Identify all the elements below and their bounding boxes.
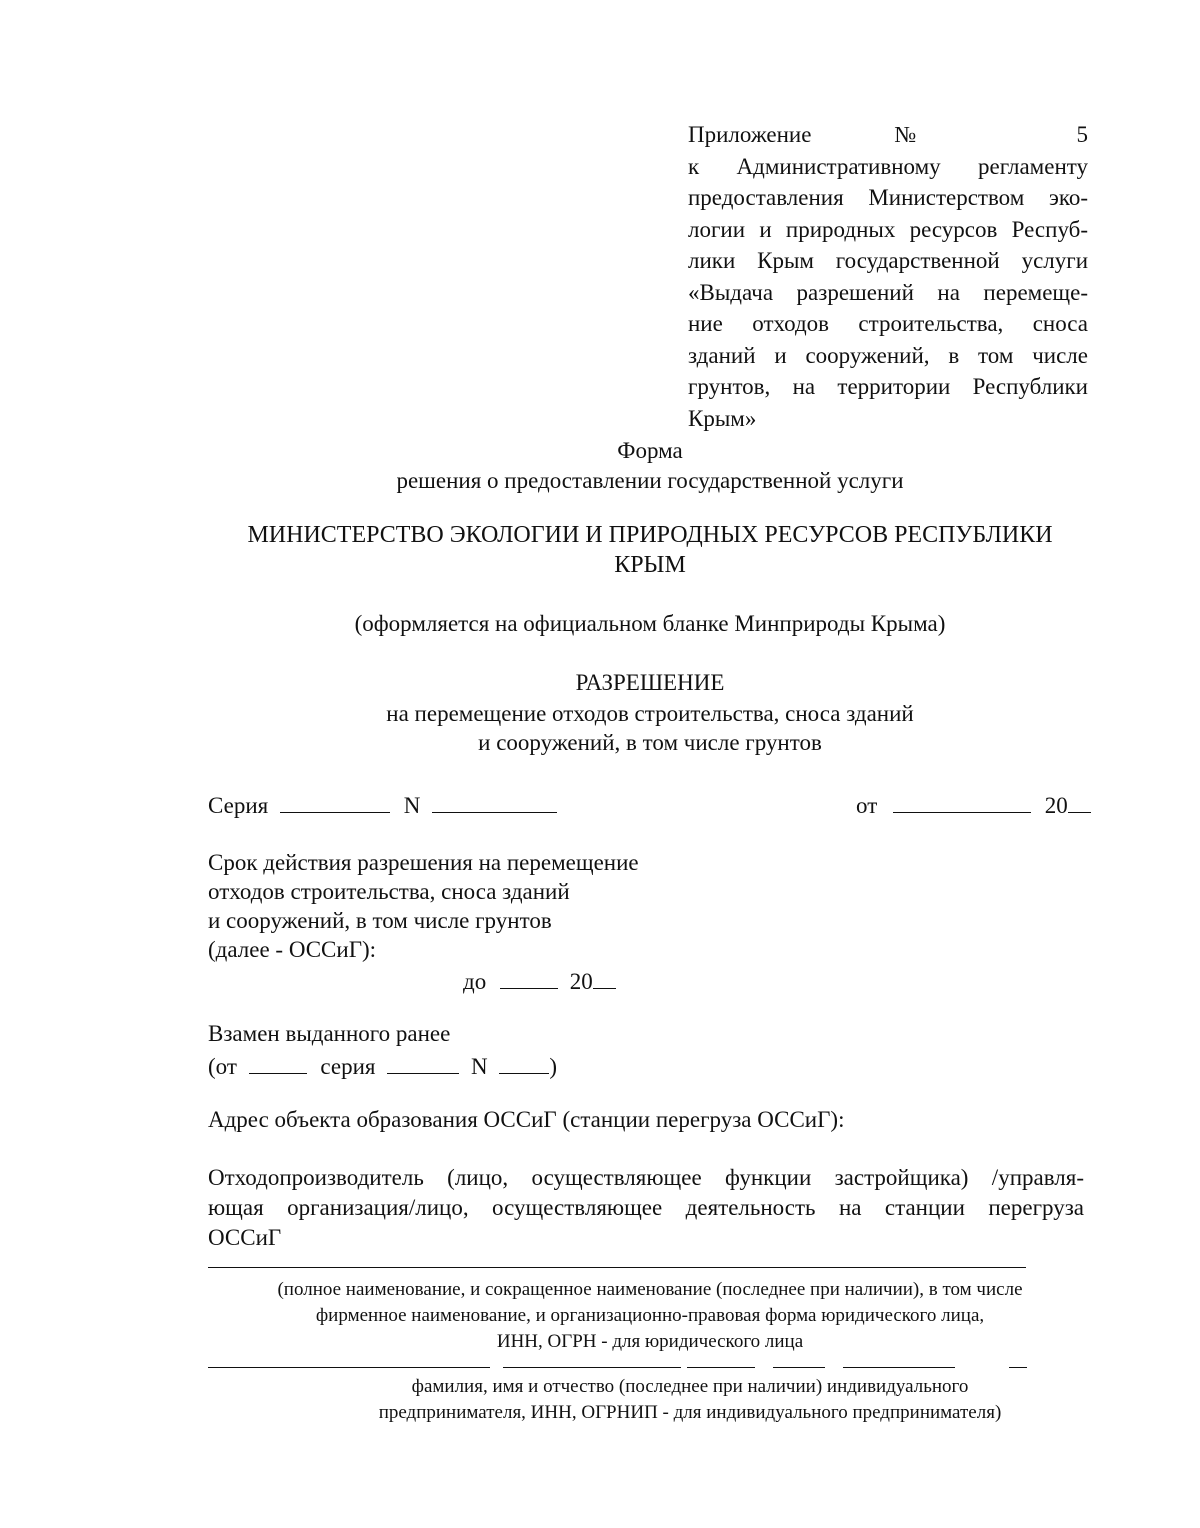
year-field[interactable] — [1068, 790, 1091, 813]
replacement-series-field[interactable] — [387, 1051, 459, 1074]
appendix-line: зданий и сооружений, в том числе — [688, 342, 1088, 368]
permit-subtitle-line2: и сооружений, в том числе грунтов — [478, 730, 822, 755]
validity-line: отходов строительства, сноса зданий — [208, 879, 570, 904]
until-label: до — [463, 969, 487, 994]
replacement-close: ) — [549, 1054, 558, 1079]
appendix-line: «Выдача разрешений на перемеще- — [688, 279, 1088, 305]
series-label: Серия — [208, 793, 269, 818]
validity-line: и сооружений, в том числе грунтов — [208, 908, 552, 933]
validity-block — [208, 848, 639, 964]
series-field[interactable] — [280, 790, 390, 813]
validity-line: Срок действия разрешения на перемещение — [208, 850, 639, 875]
individual-caption — [0, 1374, 1200, 1426]
producer-line3: ОССиГ — [208, 1225, 282, 1250]
legal-caption-line: ИНН, ОГРН - для юридического лица — [496, 1331, 804, 1352]
legal-caption-line: фирменное наименование, и организационно-правовая форма юридического лица, — [315, 1305, 985, 1326]
number-field[interactable] — [432, 790, 557, 813]
appendix-line: Крым» — [688, 405, 757, 431]
legal-caption — [0, 1277, 1200, 1355]
producer-line1: Отходопроизводитель (лицо, осуществляющее функции застройщика) /управля- — [208, 1165, 1084, 1190]
date-row — [856, 790, 1091, 819]
year-prefix: 20 — [1044, 793, 1068, 818]
producer-line2: ющая организация/лицо, осуществляющее деятельность на станции перегруза — [208, 1195, 1084, 1220]
replacement-date-field[interactable] — [249, 1051, 307, 1074]
from-label: от — [856, 793, 878, 818]
legal-entity-field[interactable] — [208, 1267, 1026, 1268]
validity-line: (далее - ОССиГ): — [208, 937, 377, 962]
replacement-number-field[interactable] — [499, 1051, 549, 1074]
legal-caption-line: (полное наименование, и сокращенное наименование (последнее при наличии), в том числе — [277, 1279, 1023, 1300]
appendix-line: лики Крым государственной услуги — [688, 248, 1088, 273]
until-year-prefix: 20 — [569, 969, 593, 994]
individual-caption-line: фамилия, имя и отчество (последнее при наличии) индивидуального — [411, 1376, 969, 1397]
blank-note: (оформляется на официальном бланке Минприроды Крыма) — [354, 611, 946, 636]
form-title: Форма — [617, 438, 683, 463]
individual-field-segment — [503, 1367, 681, 1368]
date-field[interactable] — [893, 790, 1031, 813]
ministry-name-line2: КРЫМ — [614, 552, 686, 578]
ministry-name-line1: МИНИСТЕРСТВО ЭКОЛОГИИ И ПРИРОДНЫХ РЕСУРСОВ РЕСПУБЛИКИ — [247, 522, 1053, 548]
producer-block — [208, 1163, 1084, 1253]
address-label: Адрес объекта образования ОССиГ (станции перегруза ОССиГ): — [208, 1107, 845, 1132]
permit-subtitle-line1: на перемещение отходов строительства, сноса зданий — [386, 701, 914, 726]
appendix-line: грунтов, на территории Республики — [688, 374, 1088, 399]
appendix-line: ние отходов строительства, сноса — [688, 311, 1088, 336]
appendix-line: Приложение № 5 — [688, 122, 1088, 147]
individual-field-segment — [687, 1367, 755, 1368]
appendix-line: к Административному регламенту — [688, 153, 1088, 179]
series-number-row — [208, 790, 557, 819]
permit-title: РАЗРЕШЕНИЕ — [575, 670, 725, 695]
individual-field-segment — [843, 1367, 955, 1368]
appendix-line: предоставления Министерством эко- — [688, 185, 1088, 210]
individual-field-segment — [773, 1367, 825, 1368]
until-date-field[interactable] — [500, 966, 558, 989]
replacement-series-label: серия — [320, 1054, 376, 1079]
replacement-number-label: N — [471, 1054, 488, 1079]
appendix-block — [688, 119, 1088, 434]
number-label: N — [403, 793, 421, 818]
appendix-line: логии и природных ресурсов Респуб- — [688, 216, 1088, 242]
individual-field-segment — [208, 1367, 490, 1368]
replacement-title: Взамен выданного ранее — [208, 1021, 451, 1046]
individual-field-segment — [1009, 1367, 1027, 1368]
form-subtitle: решения о предоставлении государственной услуги — [396, 468, 904, 493]
validity-until-row — [463, 966, 616, 995]
individual-caption-line: предпринимателя, ИНН, ОГРНИП - для индивидуального предпринимателя) — [378, 1402, 1002, 1423]
until-year-field[interactable] — [593, 966, 616, 989]
replacement-row — [208, 1051, 557, 1080]
replacement-open: (от — [208, 1054, 237, 1079]
